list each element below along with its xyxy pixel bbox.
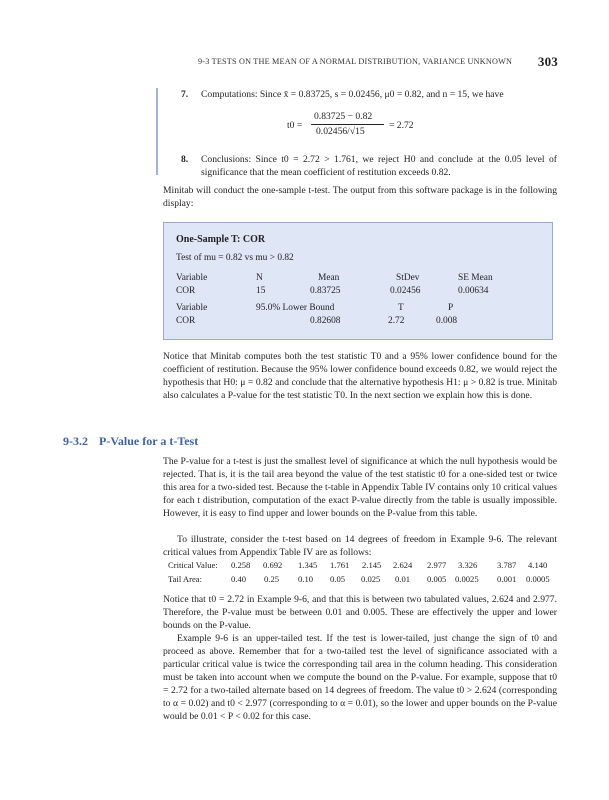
tail-val: 0.0025 — [455, 574, 479, 584]
cell-variable-2: COR — [176, 316, 196, 326]
step-7 — [181, 88, 557, 101]
critical-value-row — [163, 560, 556, 574]
formula-lhs: t0 = — [287, 120, 303, 131]
col-variable: Variable — [176, 273, 208, 283]
page-number: 303 — [537, 54, 558, 69]
critical-label: Critical Value: — [168, 560, 218, 570]
tail-val: 0.005 — [427, 574, 447, 584]
cell-n: 15 — [256, 286, 266, 296]
pvalue-paragraph: The P-value for a t-test is just the smallest level of significance at which the null hypothesis would be rejected. That is, it is the tail area beyond the value of the test statistic t0 for a one-sided test or twice this area for a two-sided test. Because the t-table in Appendix Table IV contains only 10 critical values for each t distribution, computation of the exact P-value directly from the table is usually impossible. However, it is easy to find upper and lower bounds on the P-value from this table. — [163, 456, 557, 519]
crit-val: 0.692 — [263, 560, 283, 570]
tail-val: 0.40 — [231, 574, 247, 584]
col-n: N — [256, 273, 263, 283]
tail-val: 0.25 — [264, 574, 280, 584]
tail-val: 0.0005 — [526, 574, 550, 584]
cell-p: 0.008 — [436, 316, 458, 326]
col-stdev: StDev — [396, 273, 420, 283]
crit-val: 2.145 — [362, 560, 382, 570]
tail-label: Tail Area: — [168, 574, 202, 584]
step-8-number: 8. — [181, 154, 189, 165]
minitab-intro: Minitab will conduct the one-sample t-test. The output from this software package is in the following display: — [163, 185, 557, 209]
tail-val: 0.01 — [395, 574, 411, 584]
crit-val: 1.761 — [330, 560, 350, 570]
crit-val: 1.345 — [298, 560, 318, 570]
header-title: 9-3 TESTS ON THE MEAN OF A NORMAL DISTRIBUTION, VARIANCE UNKNOWN — [198, 57, 513, 66]
minitab-output-box — [163, 222, 553, 340]
col-variable-2: Variable — [176, 303, 208, 313]
crit-val: 4.140 — [528, 560, 548, 570]
tail-val: 0.025 — [361, 574, 381, 584]
illustrate-paragraph: To illustrate, consider the t-test based on 14 degrees of freedom in Example 9-6. The relevant critical values from Appendix Table IV are as follows: — [163, 534, 557, 558]
margin-bar — [156, 88, 158, 175]
running-header — [198, 54, 558, 69]
step-7-number: 7. — [181, 89, 189, 100]
crit-val: 0.258 — [231, 560, 251, 570]
t0-paragraph: Notice that t0 = 2.72 in Example 9-6, and that this is between two tabulated values, 2.624 and 2.977. Therefore, the P-value must be between 0.01 and 0.005. These are effectively the upper and lower bounds on the P-value. — [163, 594, 557, 631]
crit-val: 3.787 — [497, 560, 517, 570]
cell-stdev: 0.02456 — [390, 286, 421, 296]
section-heading — [63, 434, 198, 449]
notice-paragraph: Notice that Minitab computes both the test statistic T0 and a 95% lower confidence bound for the coefficient of restitution. Because the 95% lower confidence bound exceeds 0.82, we would reject the hypothesis that H0: μ = 0.82 and conclude that the alternative hypothesis H1: μ > 0.82 is true. Minitab also calculates a P-value for the test statistic T0. In the next section we explain how this is done. — [163, 351, 557, 401]
step-7-text: Computations: Since x̄ = 0.83725, s = 0.02456, μ0 = 0.82, and n = 15, we have — [201, 89, 504, 100]
cell-mean: 0.83725 — [310, 286, 341, 296]
example-paragraph: Example 9-6 is an upper-tailed test. If the test is lower-tailed, just change the sign of t0 and proceed as above. Remember that for a two-tailed test the level of significance associated with a particular critical value is twice the corresponding tail area in the column heading. This consideration must be taken into account when we compute the bound on the P-value. For example, suppose that t0 = 2.72 for a two-tailed alternate based on 14 degrees of freedom. The value t0 > 2.624 (corresponding to α = 0.02) and t0 < 2.977 (corresponding to α = 0.01), so the lower and upper bounds on the P-value would be 0.01 < P < 0.02 for this case. — [163, 633, 557, 722]
formula-result: = 2.72 — [389, 120, 414, 131]
tail-area-row — [163, 574, 556, 588]
col-lower-bound: 95.0% Lower Bound — [256, 303, 335, 313]
step-8-text: Conclusions: Since t0 = 2.72 > 1.761, we reject H0 and conclude at the 0.05 level of significance that the mean coefficient of restitution exceeds 0.82. — [201, 154, 557, 178]
crit-val: 2.977 — [427, 560, 447, 570]
tail-val: 0.10 — [298, 574, 314, 584]
tail-val: 0.05 — [330, 574, 346, 584]
crit-val: 3.326 — [458, 560, 478, 570]
section-title: P-Value for a t-Test — [99, 434, 199, 448]
formula-numerator: 0.83725 − 0.82 — [314, 111, 373, 122]
section-number: 9-3.2 — [63, 434, 88, 448]
cell-variable: COR — [176, 286, 196, 296]
cell-t: 2.72 — [388, 316, 405, 326]
cell-se-mean: 0.00634 — [458, 286, 489, 296]
minitab-title: One-Sample T: COR — [176, 234, 266, 245]
crit-val: 2.624 — [393, 560, 413, 570]
col-p: P — [448, 303, 454, 313]
col-se-mean: SE Mean — [458, 273, 493, 283]
formula-denominator: 0.02456/√15 — [316, 126, 365, 137]
col-mean: Mean — [318, 273, 340, 283]
tail-val: 0.001 — [497, 574, 517, 584]
cell-lower-bound: 0.82608 — [310, 316, 341, 326]
col-t: T — [398, 303, 404, 313]
fraction-line — [311, 124, 384, 125]
minitab-test-line: Test of mu = 0.82 vs mu > 0.82 — [176, 253, 294, 263]
